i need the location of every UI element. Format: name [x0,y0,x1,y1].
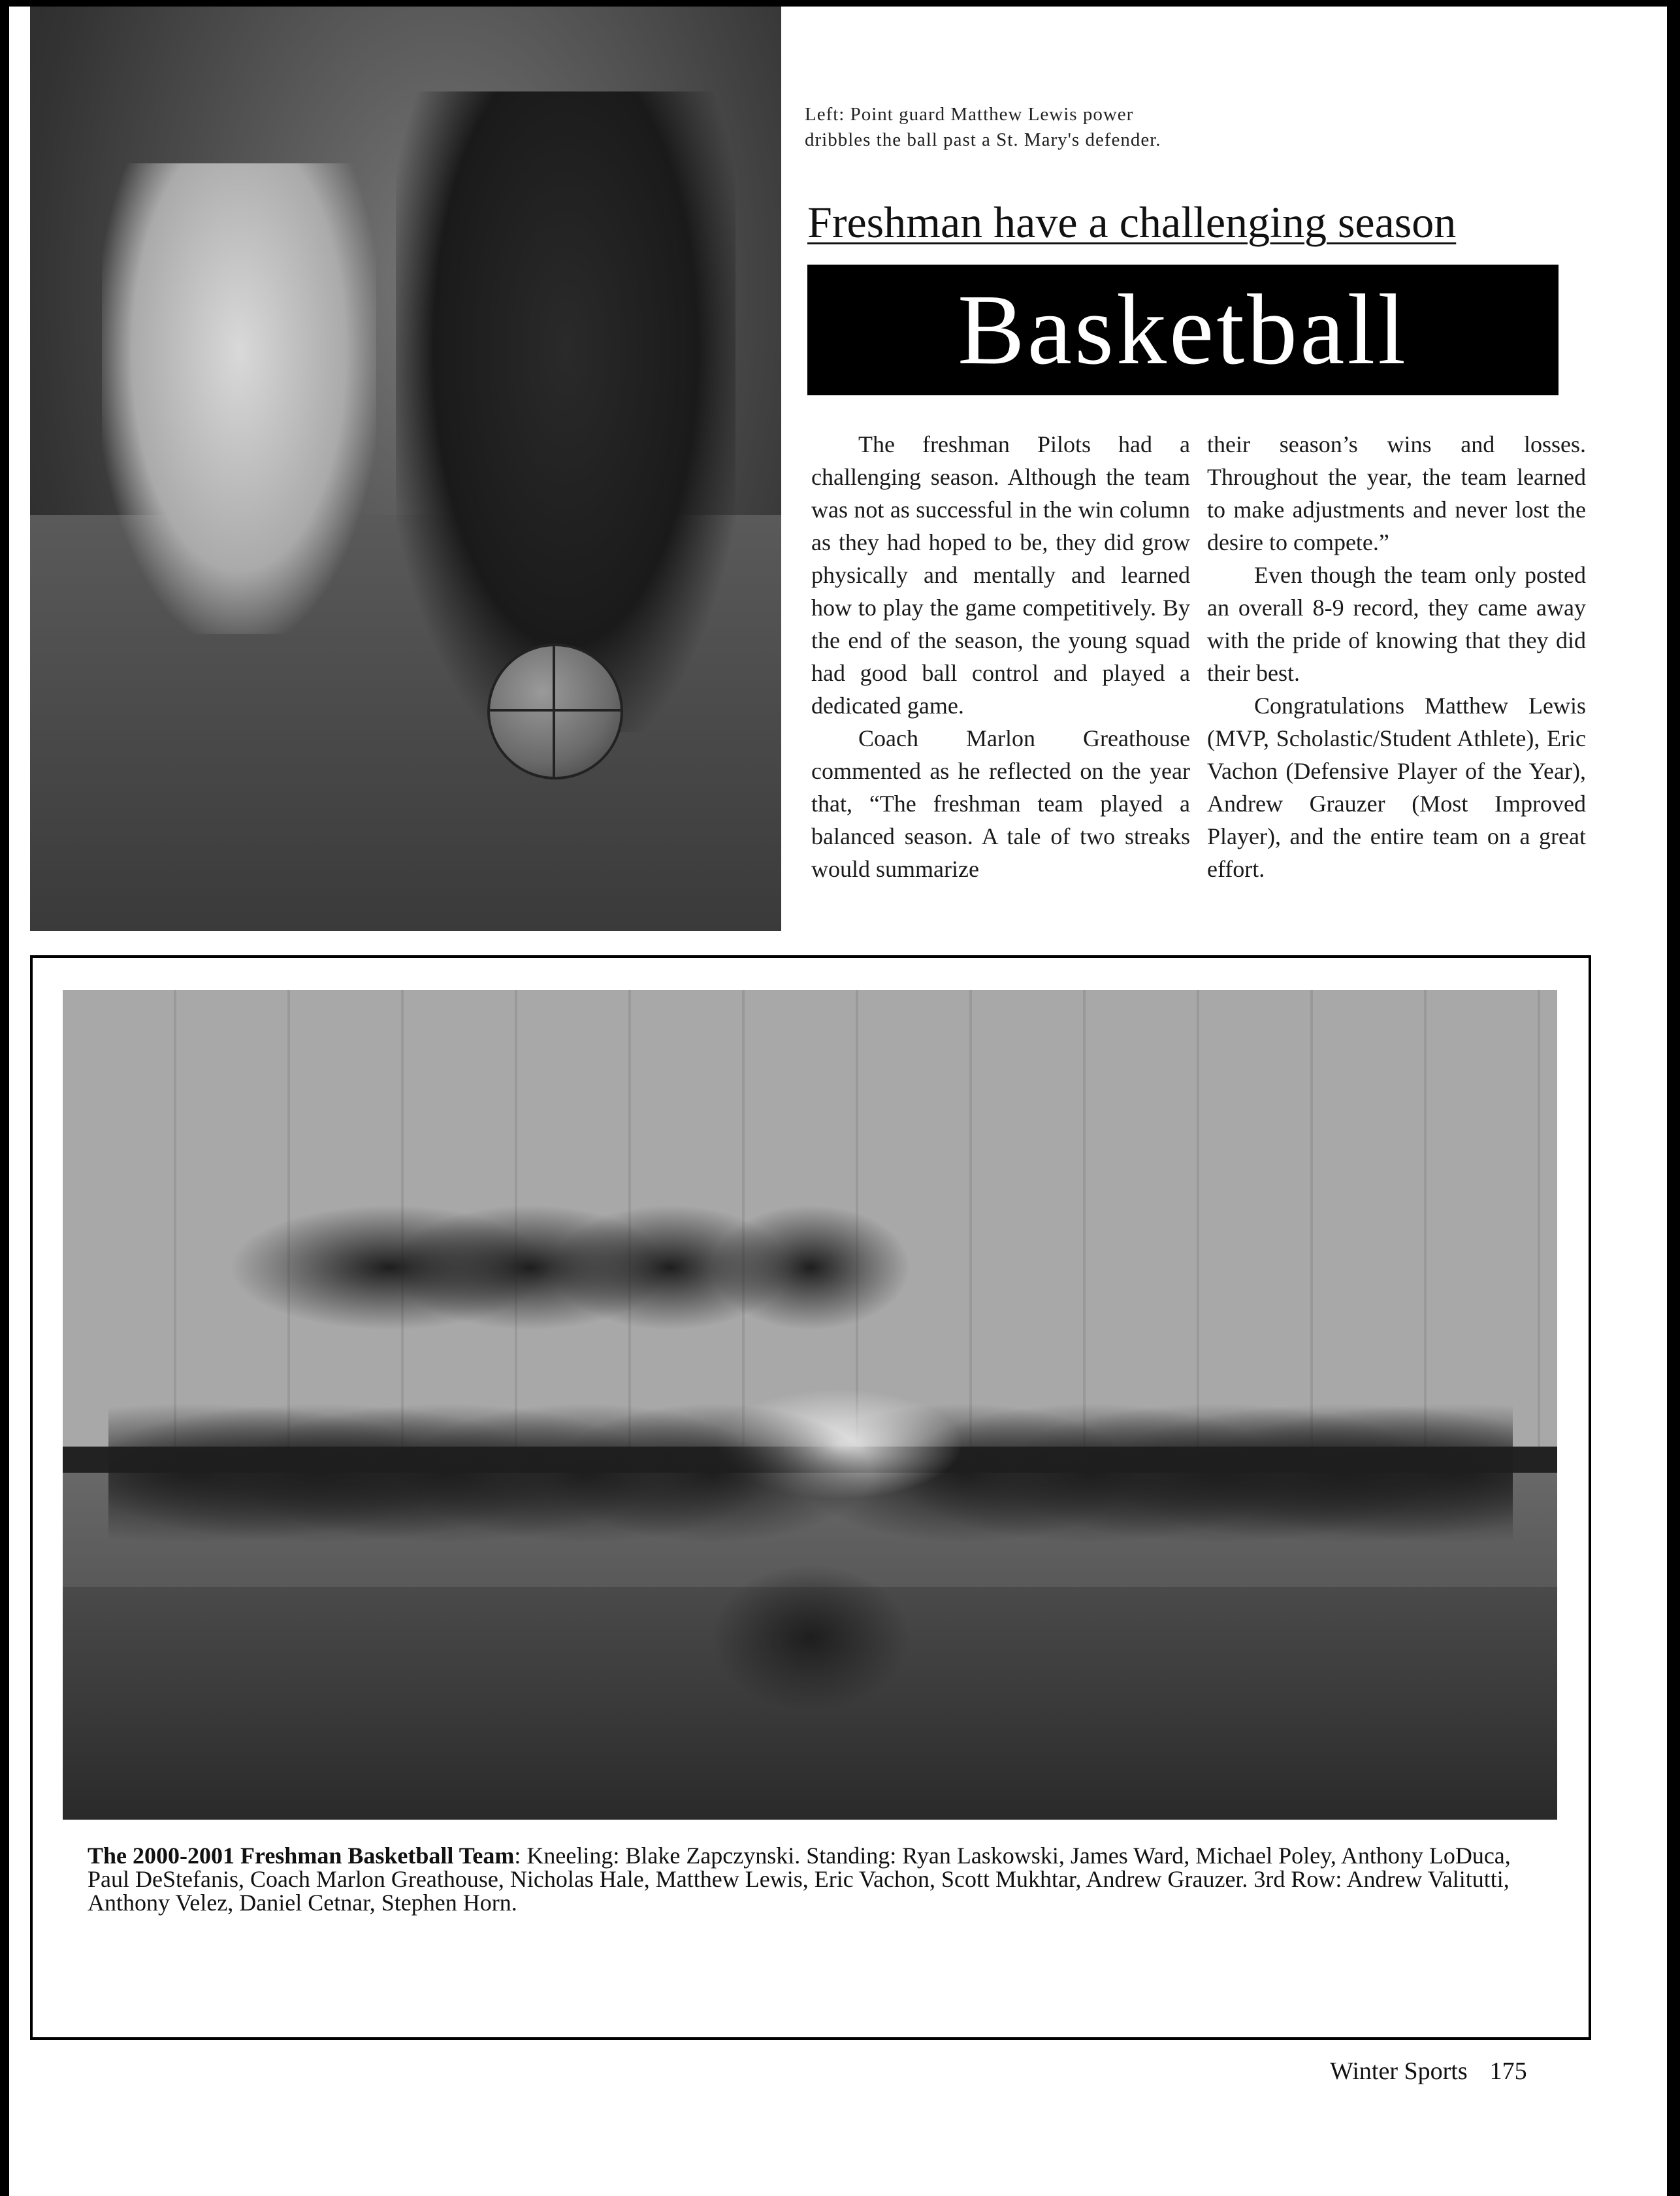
article-paragraph: Even though the team only posted an overall 8-9 record, they came away with the pride of knowing that they did their best. [1207,562,1586,686]
photo-caption: Left: Point guard Matthew Lewis power dribbles the ball past a St. Mary's defender. [805,104,1161,150]
headline: Freshman have a challenging season [807,197,1457,247]
team-photo [63,990,1557,1820]
page-border-right [1667,0,1680,2196]
article-column-left [811,428,1190,885]
defender-figure [102,163,376,634]
article-paragraph: their season’s wins and losses. Throughout the year, the team learned to make adjustments and never lost the desire to compete.” [1207,431,1586,555]
title-banner [807,265,1559,395]
team-photo-caption [88,1844,1557,1914]
action-photo [30,7,781,931]
banner-title: Basketball [957,274,1409,385]
page-number: 175 [1489,2057,1527,2085]
article-column-right [1207,428,1586,885]
team-caption-names: : Kneeling: Blake Zapczynski. Standing: Ryan Laskowski, James Ward, Michael Poley, Anthony LoDuca, Paul DeStefanis, Coach Marlon Greathouse, Nicholas Hale, Matthew Lewis, Eric Vachon, Scott Mukhtar, Andrew Grauzer. 3rd Row: Andrew Valitutti, Anthony Velez, Daniel Cetnar, Stephen Horn. [88,1843,1511,1916]
article-paragraph: The freshman Pilots had a challenging season. Although the team was not as successful in the win column as they had hoped to be, they did grow physically and mentally and learned how to play the game competitively. By the end of the season, the young squad had good ball control and played a dedicated game. [811,431,1190,719]
page-border-top [0,0,1680,7]
article-paragraph: Coach Marlon Greathouse commented as he reflected on the year that, “The freshman team played a balanced season. A tale of two streaks would summarize [811,725,1190,882]
page-footer [1330,2057,1527,2086]
point-guard-figure [396,91,735,732]
basketball-icon [487,644,623,779]
page-border-left [0,0,9,2196]
article-paragraph: Congratulations Matthew Lewis (MVP, Scholastic/Student Athlete), Eric Vachon (Defensive Player of the Year), Andrew Grauzer (Most Improved Player), and the entire team on a great effort. [1207,693,1586,882]
team-members [108,1121,1513,1709]
team-caption-title: The 2000-2001 Freshman Basketball Team [88,1843,515,1869]
footer-section: Winter Sports [1330,2057,1468,2085]
